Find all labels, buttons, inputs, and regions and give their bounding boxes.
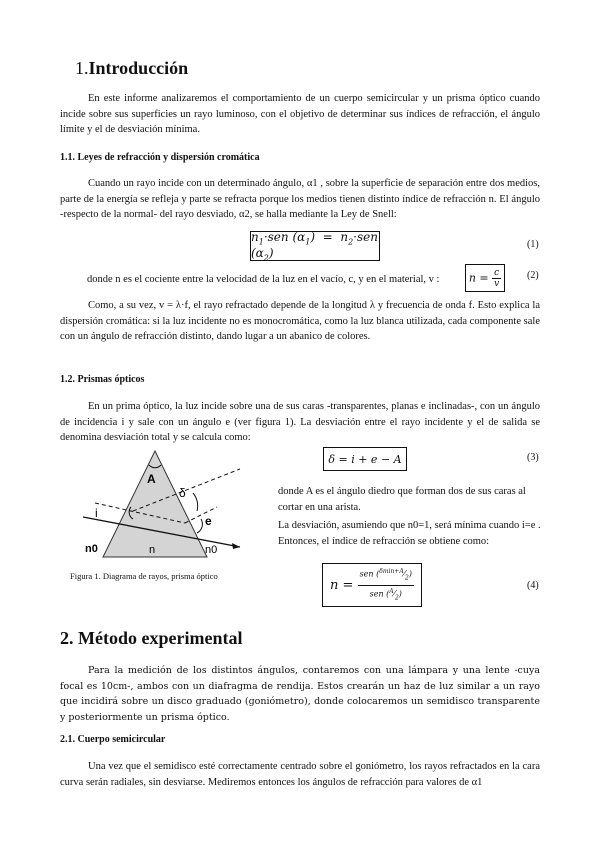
refractive-index-equation-box (322, 563, 422, 607)
label-n: n (149, 544, 156, 556)
subsection-1-1-title: 1.1. Leyes de refracción y dispersión cromática (60, 152, 260, 163)
label-A: A (147, 472, 156, 486)
equation-1-number: (1) (527, 239, 539, 250)
prism-ray-diagram (75, 447, 255, 567)
semicircle-paragraph: Una vez que el semidisco esté correctamente centrado sobre el goniómetro, los rayos refractados en la cara curva serán radiales, sin desviarse. Mediremos entonces los ángulos de refracción para valores de α1 (60, 761, 540, 788)
refraction-paragraph: Cuando un rayo incide con un determinado ángulo, α1 , sobre la superficie de separación entre dos medios, parte de la energía se refleja y parte se refracta porque los medios tienen distinto índice de refracción n. El ángulo -respecto de la normal- del rayo desviado, α2, se halla mediante la Ley de Snell: (60, 178, 540, 220)
deviation-equation-box (323, 447, 407, 471)
label-n0-right: n0 (205, 544, 218, 556)
prism-paragraph: En un prima óptico, la luz incide sobre una de sus caras -transparentes, planas e inclinadas-, con un ángulo de incidencia i y sale con un ángulo e (ver figura 1). La desviación entre el rayo incidente y el de salida se denomina desviación total y se calcula como: (60, 401, 540, 443)
snell-equation-box (250, 231, 380, 261)
subsection-1-2-title: 1.2. Prismas ópticos (60, 374, 145, 385)
minimum-deviation-text: La desviación, asumiendo que n0=1, será mínima cuando i=e . Entonces, el índice de refracción se obtiene como: (278, 520, 541, 547)
label-n0-left: n0 (85, 543, 98, 555)
section-1-title: Introducción (88, 58, 189, 78)
equation-3-number: (3) (527, 452, 539, 463)
dispersion-paragraph: Como, a su vez, v = λ·f, el rayo refractado depende de la longitud λ y frecuencia de onda f. Esto explica la dispersión cromática: si la luz incidente no es monocromática, como la luz blanca utilizada, cada componente sale con un ángulo de refracción distinto, dando lugar a un abanico de colores. (60, 300, 540, 342)
eq2-text: donde n es el cociente entre la velocidad de la luz en el vacío, c, y en el material, v : (87, 274, 440, 285)
section-2-number: 2. (60, 628, 74, 648)
subsection-2-1-title: 2.1. Cuerpo semicircular (60, 734, 166, 745)
deviation-arc (193, 493, 198, 511)
refractive-index-equation: n = $\frac{sen (^{\delta min+A}⁄_2)}{sen (^A⁄_2)}$ (330, 568, 412, 601)
normal-line-right (185, 507, 217, 523)
ray-arrowhead (232, 543, 240, 549)
intro-paragraph: En este informe analizaremos el comportamiento de un cuerpo semicircular y un prisma óptico cuando incide sobre sus superficies un rayo luminoso, con el objetivo de determinar sus índices de refracción, el ángulo límite y el de desviación mínima. (60, 93, 540, 135)
index-equation: n = $\frac{c}{v}$ (468, 267, 500, 289)
equation-2-number: (2) (527, 270, 539, 281)
index-equation-box (465, 264, 505, 292)
section-1-number: 1. (75, 58, 89, 78)
exit-arc (197, 519, 202, 533)
label-i: i (95, 506, 98, 520)
section-1-heading (75, 58, 188, 79)
figure-1-caption: Figura 1. Diagrama de rayos, prisma óptico (70, 571, 218, 581)
snell-equation: $n_1\cdot sen$ $(\alpha_1) = n_2\cdot sen$ $(\alpha_2)$ (251, 229, 378, 263)
method-paragraph: Para la medición de los distintos ángulos, contaremos con una lámpara y una lente -cuya focal es 10cm-, ambos con un diafragma de rendija. Estos crearán un haz de luz similar a un rayo que incidirá sobre un disco graduado (goniómetro), donde colocaremos un semidisco transparente y posteriormente un prisma óptico. (60, 665, 540, 723)
label-delta: δ (179, 486, 186, 500)
deviation-equation: δ = i + e − A (328, 452, 402, 466)
label-e: e (205, 514, 212, 528)
section-2-heading (60, 628, 242, 649)
equation-4-number: (4) (527, 580, 539, 591)
section-2-title: Método experimental (78, 628, 243, 648)
prism-shape (103, 451, 207, 557)
apex-angle-text: donde A es el ángulo diedro que forman dos de sus caras al cortar en una arista. (278, 486, 526, 513)
